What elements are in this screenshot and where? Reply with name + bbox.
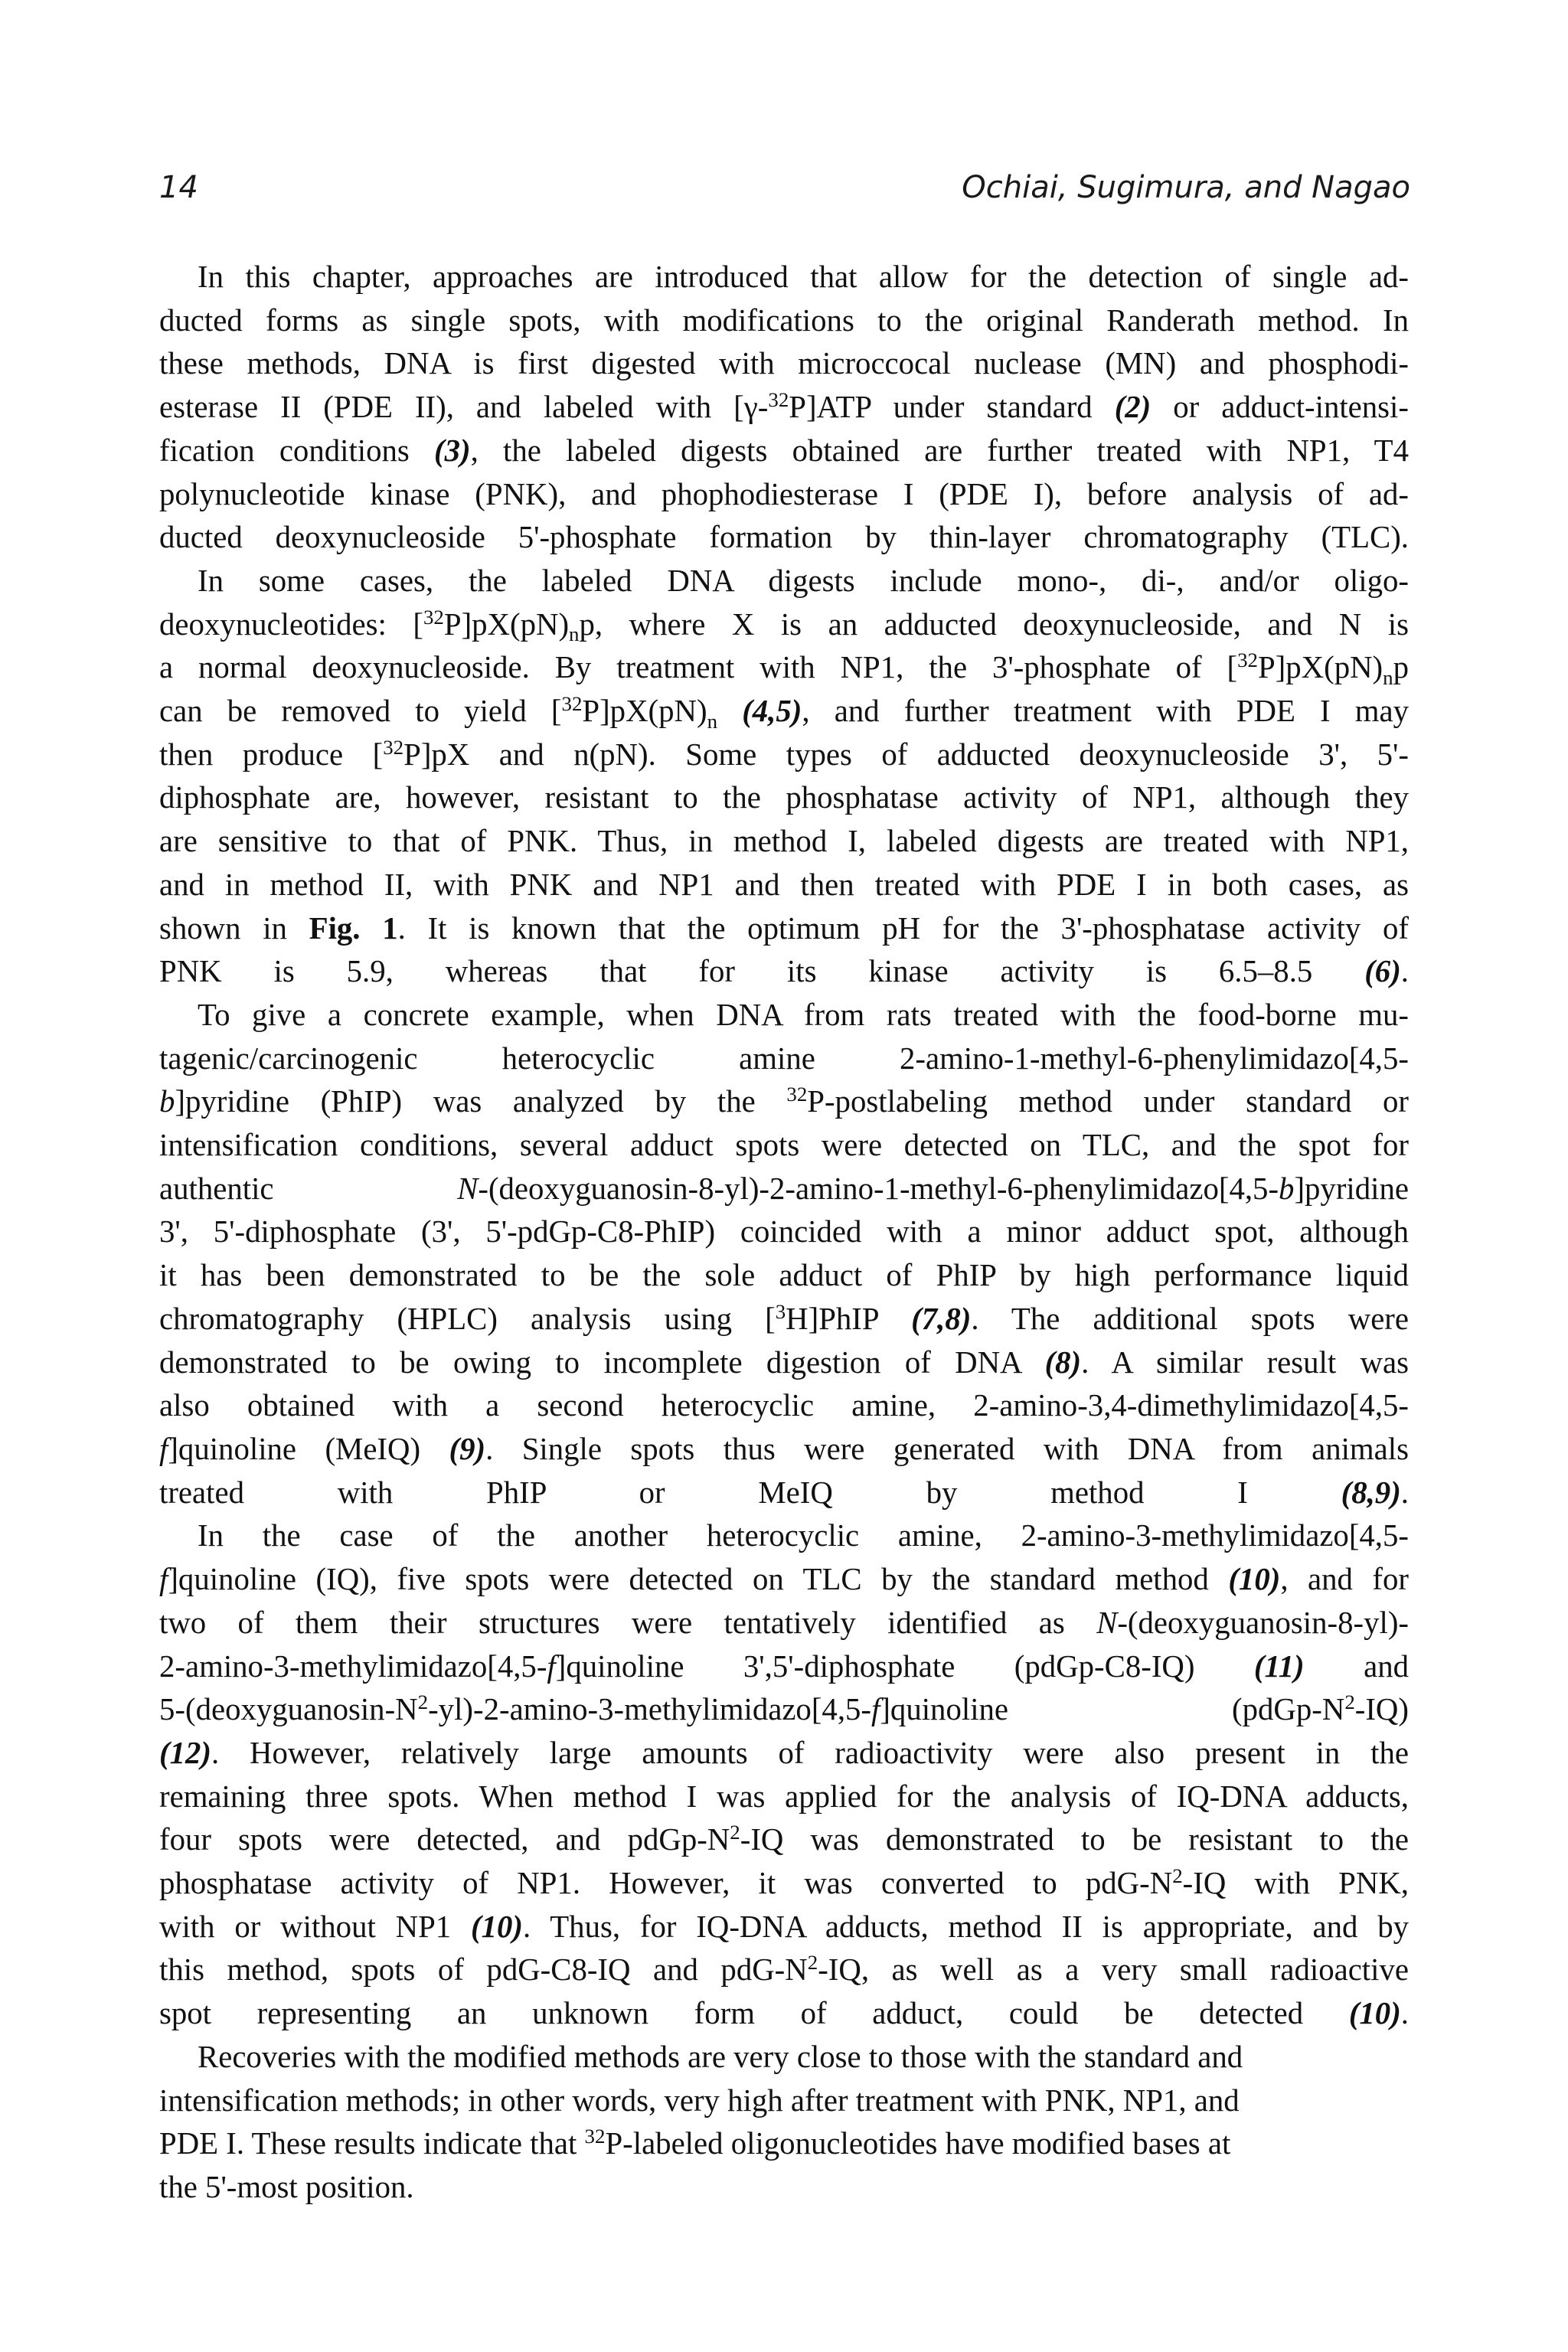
text-line: ducted forms as single spots, with modifications to the original Randerath method. In [159,302,1409,338]
text-run: -IQ) [1354,1692,1409,1727]
paragraph-1 [159,256,1409,560]
text-run: P]pX(pN) [443,606,570,642]
citation-ref: (8) [1044,1344,1082,1380]
text-run: -IQ, as well as a very small radioactive [818,1952,1409,1988]
italic-run: N [457,1171,479,1206]
text-run: , and further treatment with PDE I may [802,694,1409,729]
running-head-authors: Ochiai, Sugimura, and Nagao [962,170,1410,205]
text-run: , the labeled digests obtained are further treated with NP1, T4 [470,433,1409,468]
text-run: -(deoxyguanosin-8-yl)-2-amino-1-methyl-6-phenylimidazo[4,5- [478,1171,1279,1206]
text-run: p [1393,650,1409,685]
superscript: 32 [383,735,404,759]
text-line: it has been demonstrated to be the sole adduct of PhIP by high performance liquid [159,1258,1409,1293]
subscript: n [707,709,718,733]
text-line: In this chapter, approaches are introduced that allow for the detection of single ad- [198,260,1409,294]
text-line: 3', 5'-diphosphate (3', 5'-pdGp-C8-PhIP) coincided with a minor adduct spot, although [159,1214,1409,1250]
subscript: n [1383,665,1393,689]
text-run: two of them their structures were tentatively identified as [159,1605,1097,1640]
text-run: ]pyridine (PhIP) was analyzed by the [175,1084,787,1119]
text-run: ]quinoline 3',5'-diphosphate (pdGp-C8-IQ) [555,1648,1254,1684]
text-run: authentic [159,1171,458,1206]
superscript: 32 [768,388,789,412]
text-line: Recoveries with the modified methods are very close to those with the standard and [198,2039,1243,2074]
text-line: To give a concrete example, when DNA from rats treated with the food-borne mu- [198,997,1409,1032]
running-head [159,170,1410,216]
text-run: or adduct-intensi- [1151,390,1409,425]
superscript: 32 [423,605,444,629]
text-line: these methods, DNA is first digested with microccocal nuclease (MN) and phosphodi- [159,346,1409,381]
superscript: 2 [1172,1864,1183,1888]
superscript: 32 [584,2125,606,2148]
text-run: with or without NP1 [159,1909,472,1944]
text-line: ducted deoxynucleoside 5'-phosphate formation by thin-layer chromatography (TLC). [159,520,1409,555]
text-run: -(deoxyguanosin-8-yl)- [1117,1605,1409,1640]
superscript: 2 [807,1951,818,1975]
paragraph-3 [159,994,1409,1514]
superscript: 32 [561,692,583,716]
text-line: remaining three spots. When method I was applied for the analysis of IQ-DNA adducts, [159,1779,1409,1814]
text-run: ]quinoline (MeIQ) [168,1431,449,1466]
text-run: -IQ with PNK, [1182,1866,1409,1901]
citation-ref: (10) [1228,1562,1281,1597]
text-line: the 5'-most position. [159,2169,414,2204]
superscript: 2 [1344,1690,1355,1714]
text-run: . [1400,954,1409,989]
text-run: P]pX and n(pN). Some types of adducted deoxynucleoside 3', 5'- [403,737,1409,772]
text-run: ]quinoline (pdGp-N [880,1692,1345,1727]
text-line: intensification conditions, several adduct spots were detected on TLC, and the spot for [159,1128,1409,1163]
text-run: . Single spots thus were generated with DNA from animals [485,1431,1409,1466]
citation-ref: (7,8) [911,1301,972,1336]
text-line: and in method II, with PNK and NP1 and then treated with PDE I in both cases, as [159,867,1409,902]
page-number: 14 [159,170,198,205]
citation-ref: (11) [1253,1648,1305,1684]
text-line: are sensitive to that of PNK. Thus, in method I, labeled digests are treated with NP1, [159,824,1409,859]
text-run: ]quinoline (IQ), five spots were detected on TLC by the standard method [168,1562,1229,1597]
text-run: esterase II (PDE II), and labeled with [γ- [159,390,769,425]
text-run: deoxynucleotides: [ [159,606,423,642]
text-run: four spots were detected, and pdGp-N [159,1822,730,1857]
text-run: and [1304,1648,1409,1684]
superscript: 2 [417,1690,429,1714]
text-run: , and for [1280,1562,1410,1597]
text-run: -IQ was demonstrated to be resistant to the [740,1822,1409,1857]
text-run: treated with PhIP or MeIQ by method I [159,1475,1341,1510]
paragraph-2 [159,560,1409,994]
citation-ref: (6) [1364,954,1401,989]
italic-run: b [159,1084,175,1119]
text-run: demonstrated to be owing to incomplete digestion of DNA [159,1344,1045,1380]
text-line: intensification methods; in other words, very high after treatment with PNK, NP1, and [159,2082,1240,2118]
citation-ref: (12) [159,1735,211,1770]
text-run: . Thus, for IQ-DNA adducts, method II is appropriate, and by [522,1909,1409,1944]
paragraph-5 [159,2036,1409,2210]
superscript: 32 [1237,648,1258,672]
text-run: phosphatase activity of NP1. However, it was converted to pdG-N [159,1866,1173,1901]
text-run: chromatography (HPLC) analysis using [ [159,1301,776,1336]
text-run: 5-(deoxyguanosin-N [159,1692,418,1727]
text-run: PDE I. These results indicate that [159,2126,585,2161]
body-text [159,256,1409,2210]
text-run: . The additional spots were [971,1301,1409,1336]
text-run: PNK is 5.9, whereas that for its kinase activity is 6.5–8.5 [159,954,1365,989]
superscript: 3 [775,1299,786,1323]
superscript: 2 [730,1821,740,1844]
citation-ref: (9) [449,1431,486,1466]
text-run: P]ATP under standard [789,390,1115,425]
text-run: shown in [159,910,309,946]
text-run: P]pX(pN) [582,694,707,729]
citation-ref: (8,9) [1341,1475,1401,1510]
superscript: 32 [786,1083,808,1106]
text-line: also obtained with a second heterocyclic amine, 2-amino-3,4-dimethylimidazo[4,5- [159,1388,1409,1423]
text-line: polynucleotide kinase (PNK), and phophodiesterase I (PDE I), before analysis of ad- [159,476,1409,511]
citation-ref: (10) [1348,1996,1401,2031]
text-run: this method, spots of pdG-C8-IQ and pdG-N [159,1952,808,1988]
paragraph-4 [159,1514,1409,2035]
text-line: tagenic/carcinogenic heterocyclic amine 2-amino-1-methyl-6-phenylimidazo[4,5- [159,1040,1409,1076]
citation-ref: (10) [471,1909,523,1944]
text-run: H]PhIP [786,1301,912,1336]
text-run: P]pX(pN) [1257,650,1383,685]
text-run: can be removed to yield [ [159,694,562,729]
text-line: diphosphate are, however, resistant to the phosphatase activity of NP1, although they [159,780,1409,815]
text-run: . [1400,1996,1409,2031]
text-run: p, where X is an adducted deoxynucleoside, and N is [579,606,1409,642]
figure-ref: Fig. 1 [309,910,398,946]
citation-ref: (4,5) [742,694,802,729]
text-run: ]pyridine [1294,1171,1409,1206]
text-run: . It is known that the optimum pH for the 3'-phosphatase activity of [397,910,1410,946]
citation-ref: (2) [1114,390,1152,425]
text-run: . [1400,1475,1409,1510]
italic-run: f [159,1562,168,1597]
italic-run: N [1096,1605,1118,1640]
text-run: -yl)-2-amino-3-methylimidazo[4,5- [428,1692,871,1727]
text-run: . However, relatively large amounts of radioactivity were also present in the [211,1735,1409,1770]
text-run: P-postlabeling method under standard or [807,1084,1409,1119]
text-run: a normal deoxynucleoside. By treatment with NP1, the 3'-phosphate of [ [159,650,1238,685]
text-run: spot representing an unknown form of adduct, could be detected [159,1996,1349,2031]
text-run: fication conditions [159,433,435,468]
text-run: P-labeled oligonucleotides have modified bases at [605,2126,1231,2161]
text-line: In some cases, the labeled DNA digests include mono-, di-, and/or oligo- [198,563,1409,598]
citation-ref: (3) [434,433,471,468]
italic-run: f [871,1692,880,1727]
text-run: 2-amino-3-methylimidazo[4,5- [159,1648,547,1684]
italic-run: f [159,1431,168,1466]
subscript: n [569,622,580,646]
text-run: then produce [ [159,737,384,772]
italic-run: b [1279,1171,1295,1206]
italic-run: f [547,1648,556,1684]
text-run: . A similar result was [1081,1344,1409,1380]
text-line: In the case of the another heterocyclic amine, 2-amino-3-methylimidazo[4,5- [198,1518,1409,1553]
